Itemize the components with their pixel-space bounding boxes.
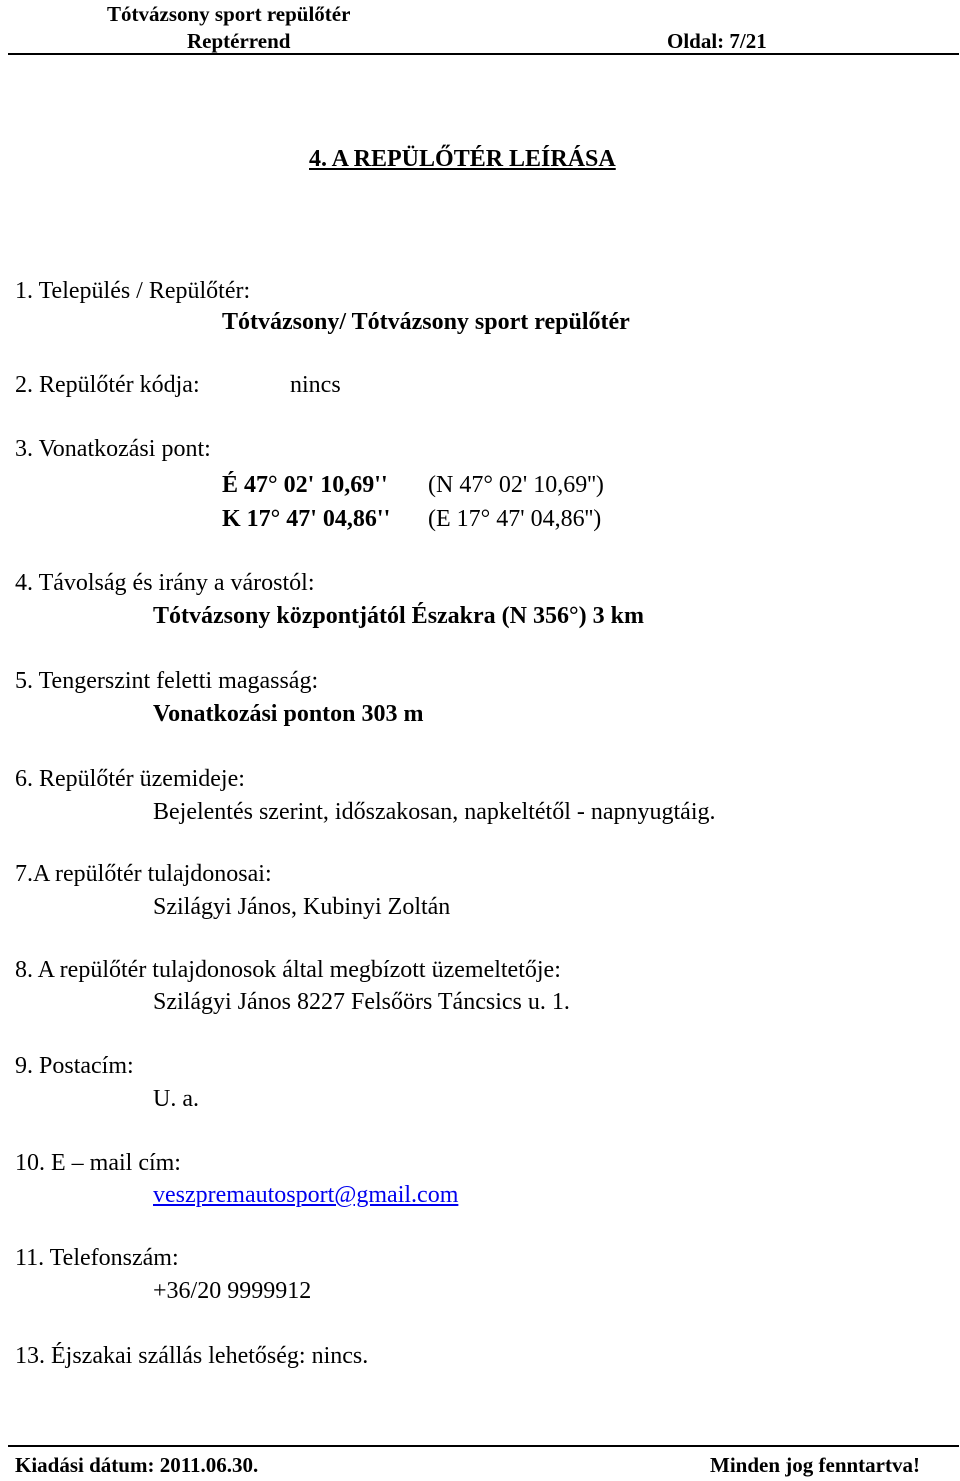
item-6-value: Bejelentés szerint, időszakosan, napkeltétől - napnyugtáig. xyxy=(153,799,716,825)
item-7-value: Szilágyi János, Kubinyi Zoltán xyxy=(153,894,451,920)
footer-issue-date: Kiadási dátum: 2011.06.30. xyxy=(15,1453,259,1477)
item-4-label: 4. Távolság és irány a várostól: xyxy=(15,570,315,596)
item-9-label: 9. Postacím: xyxy=(15,1053,134,1079)
item-6-label: 6. Repülőtér üzemideje: xyxy=(15,766,245,792)
item-10-label: 10. E – mail cím: xyxy=(15,1150,181,1176)
item-8-value: Szilágyi János 8227 Felsőörs Táncsics u. 1. xyxy=(153,989,570,1015)
item-5-value: Vonatkozási ponton 303 m xyxy=(153,701,424,727)
header-doc-name: Tótvázsony sport repülőtér xyxy=(107,2,351,26)
header-doc-type: Reptérrend xyxy=(187,29,291,53)
longitude-hu: K 17° 47' 04,86'' xyxy=(222,506,391,532)
item-1-value: Tótvázsony/ Tótvázsony sport repülőtér xyxy=(222,309,630,335)
item-11-value: +36/20 9999912 xyxy=(153,1278,312,1304)
section-title: 4. A REPÜLŐTÉR LEÍRÁSA xyxy=(309,146,616,172)
item-11-label: 11. Telefonszám: xyxy=(15,1245,179,1271)
footer-rights: Minden jog fenntartva! xyxy=(710,1453,920,1477)
latitude-hu: É 47° 02' 10,69'' xyxy=(222,472,388,498)
header-rule xyxy=(8,53,959,55)
header-page-number: Oldal: 7/21 xyxy=(667,29,767,53)
item-4-value: Tótvázsony központjától Északra (N 356°) 3 km xyxy=(153,603,644,629)
item-1-label: 1. Település / Repülőtér: xyxy=(15,278,251,304)
email-link[interactable]: veszpremautosport@gmail.com xyxy=(153,1182,459,1208)
item-8-label: 8. A repülőtér tulajdonosok által megbízott üzemeltetője: xyxy=(15,957,561,983)
item-2-label: 2. Repülőtér kódja: xyxy=(15,372,200,398)
item-13-label: 13. Éjszakai szállás lehetőség: nincs. xyxy=(15,1343,369,1369)
footer-rule xyxy=(8,1445,959,1447)
item-3-label: 3. Vonatkozási pont: xyxy=(15,436,211,462)
item-2-value: nincs xyxy=(290,372,341,398)
longitude-en: (E 17° 47' 04,86'') xyxy=(428,506,602,532)
item-5-label: 5. Tengerszint feletti magasság: xyxy=(15,668,319,694)
latitude-en: (N 47° 02' 10,69'') xyxy=(428,472,604,498)
item-9-value: U. a. xyxy=(153,1086,199,1112)
item-7-label: 7.A repülőtér tulajdonosai: xyxy=(15,861,272,887)
